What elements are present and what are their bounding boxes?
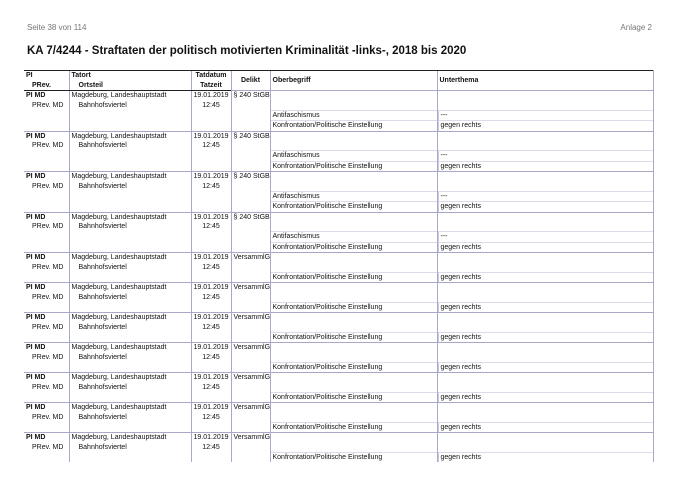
cell-prev: PRev. MD [32, 383, 64, 391]
cell-date: 19.01.2019 [191, 343, 231, 353]
cell-oberbegriff: Konfrontation/Politische Einstellung [270, 161, 437, 172]
cell-empty [437, 353, 653, 363]
theme-row [24, 110, 653, 121]
cell-tatort: Magdeburg, Landeshauptstadt [69, 433, 191, 443]
header-pi: PI [24, 71, 69, 81]
cell-empty [437, 443, 653, 453]
table-row [24, 433, 653, 443]
theme-row [24, 191, 653, 202]
cell-delikt: VersammlG [231, 313, 270, 323]
cell-oberbegriff: Konfrontation/Politische Einstellung [270, 422, 437, 433]
cell-ortsteil: Bahnhofsviertel [69, 443, 191, 453]
cell-prev: PRev. MD [32, 142, 64, 149]
cell-empty [270, 222, 437, 232]
table-row [24, 443, 653, 453]
table-row [24, 353, 653, 363]
cell-pi: PI MD [24, 403, 69, 413]
cell-pi: PI MD [24, 91, 69, 101]
cell-tatort: Magdeburg, Landeshauptstadt [69, 253, 191, 263]
cell-empty [270, 413, 437, 423]
cell-unterthema [437, 121, 653, 132]
cell-empty [437, 373, 653, 383]
cell-empty [437, 222, 653, 232]
cell-pi: PI MD [24, 212, 69, 222]
cell-oberbegriff: Antifaschismus [270, 151, 437, 162]
cell-time: 12:45 [191, 263, 231, 273]
cell-tatort: Magdeburg, Landeshauptstadt [69, 403, 191, 413]
cell-ortsteil: Bahnhofsviertel [69, 413, 191, 423]
cell-empty [437, 403, 653, 413]
cell-empty [270, 131, 437, 141]
cell-pi: PI MD [24, 433, 69, 443]
cell-ortsteil: Bahnhofsviertel [69, 353, 191, 363]
cell-unterthema-text: --- [438, 232, 651, 242]
cell-empty [231, 383, 270, 393]
cell-empty [270, 433, 437, 443]
cell-delikt: § 240 StGB [231, 131, 270, 141]
cell-prev: PRev. MD [32, 443, 64, 451]
cell-delikt: § 240 StGB [231, 172, 270, 182]
cell-time: 12:45 [191, 353, 231, 363]
cell-date: 19.01.2019 [191, 131, 231, 141]
cell-empty [437, 383, 653, 393]
cell-empty [437, 101, 653, 111]
cell-unterthema-text: gegen rechts [438, 333, 651, 343]
cell-empty [270, 253, 437, 263]
cell-unterthema [437, 272, 653, 283]
cell-empty [270, 91, 437, 101]
cell-unterthema [437, 161, 653, 172]
cell-oberbegriff: Konfrontation/Politische Einstellung [270, 302, 437, 313]
cell-pi: PI MD [24, 313, 69, 323]
table-row [24, 101, 653, 111]
cell-unterthema-text: gegen rechts [438, 121, 651, 131]
cell-empty [270, 283, 437, 293]
cell-empty [270, 443, 437, 453]
cell-unterthema-text: gegen rechts [438, 453, 651, 463]
cell-oberbegriff: Konfrontation/Politische Einstellung [270, 272, 437, 283]
annex-label: Anlage 2 [620, 23, 652, 32]
theme-row [24, 121, 653, 132]
cell-empty [437, 313, 653, 323]
record [24, 373, 653, 403]
theme-row [24, 452, 653, 462]
record [24, 131, 653, 172]
cell-prev: PRev. MD [32, 182, 64, 190]
theme-row [24, 232, 653, 243]
cell-time: 12:45 [191, 323, 231, 333]
cell-empty [231, 141, 270, 151]
cell-unterthema [437, 110, 653, 121]
cell-unterthema [437, 242, 653, 253]
cell-date: 19.01.2019 [191, 91, 231, 101]
cell-empty [231, 182, 270, 192]
cell-pi: PI MD [24, 253, 69, 263]
cell-unterthema [437, 362, 653, 373]
cell-oberbegriff: Konfrontation/Politische Einstellung [270, 452, 437, 462]
record [24, 283, 653, 313]
cell-date: 19.01.2019 [191, 212, 231, 222]
cell-time: 12:45 [191, 222, 231, 232]
cell-unterthema-text: gegen rechts [438, 202, 651, 212]
cell-unterthema [437, 422, 653, 433]
table-row [24, 283, 653, 293]
cell-empty [437, 413, 653, 423]
table-row [24, 383, 653, 393]
cell-empty [270, 383, 437, 393]
cell-unterthema [437, 191, 653, 202]
cell-ortsteil: Bahnhofsviertel [69, 293, 191, 303]
cell-empty [231, 353, 270, 363]
cell-prev: PRev. MD [32, 223, 64, 230]
cell-empty [270, 323, 437, 333]
cell-date: 19.01.2019 [191, 253, 231, 263]
cell-empty [231, 222, 270, 232]
record [24, 253, 653, 283]
theme-row [24, 362, 653, 373]
cell-empty [270, 403, 437, 413]
header-unterthema: Unterthema [437, 71, 653, 91]
cell-pi: PI MD [24, 131, 69, 141]
cell-ortsteil: Bahnhofsviertel [69, 263, 191, 273]
cell-empty [231, 413, 270, 423]
record [24, 212, 653, 253]
cell-date: 19.01.2019 [191, 283, 231, 293]
cell-delikt: § 240 StGB [231, 212, 270, 222]
cell-unterthema-text: gegen rechts [438, 423, 651, 433]
cell-prev: PRev. MD [32, 101, 64, 109]
cell-pi: PI MD [24, 172, 69, 182]
cell-empty [437, 141, 653, 151]
table-row [24, 263, 653, 273]
cell-empty [270, 212, 437, 222]
cell-oberbegriff: Konfrontation/Politische Einstellung [270, 121, 437, 132]
record [24, 172, 653, 213]
cell-empty [270, 172, 437, 182]
cell-empty [231, 323, 270, 333]
cell-date: 19.01.2019 [191, 403, 231, 413]
cell-unterthema [437, 332, 653, 343]
table-row [24, 403, 653, 413]
cell-empty [270, 343, 437, 353]
header-delikt: Delikt [231, 71, 270, 91]
cell-empty [270, 263, 437, 273]
theme-row [24, 151, 653, 162]
cell-empty [270, 293, 437, 303]
header-ortsteil: Ortsteil [69, 81, 191, 91]
cell-empty [231, 293, 270, 303]
cell-oberbegriff: Antifaschismus [270, 191, 437, 202]
cell-delikt: VersammlG [231, 283, 270, 293]
cell-empty [437, 323, 653, 333]
theme-row [24, 161, 653, 172]
cell-empty [437, 253, 653, 263]
theme-row [24, 202, 653, 213]
theme-row [24, 272, 653, 283]
cell-tatort: Magdeburg, Landeshauptstadt [69, 91, 191, 101]
cell-unterthema-text: gegen rechts [438, 393, 651, 403]
cell-empty [437, 182, 653, 192]
record [24, 343, 653, 373]
cell-unterthema [437, 452, 653, 462]
cell-time: 12:45 [191, 101, 231, 111]
cell-empty [270, 373, 437, 383]
cell-empty [270, 353, 437, 363]
cell-empty [437, 343, 653, 353]
cell-empty [231, 263, 270, 273]
cell-date: 19.01.2019 [191, 433, 231, 443]
cell-unterthema-text: --- [438, 151, 651, 161]
table-row [24, 293, 653, 303]
theme-row [24, 242, 653, 253]
table-row [24, 222, 653, 232]
cell-delikt: VersammlG [231, 433, 270, 443]
cell-ortsteil: Bahnhofsviertel [69, 323, 191, 333]
table-row [24, 323, 653, 333]
header-tatdatum: Tatdatum [191, 71, 231, 81]
page-number: Seite 38 von 114 [27, 23, 87, 32]
cell-empty [437, 172, 653, 182]
cell-delikt: § 240 StGB [231, 91, 270, 101]
cell-tatort: Magdeburg, Landeshauptstadt [69, 283, 191, 293]
cell-date: 19.01.2019 [191, 172, 231, 182]
cell-oberbegriff: Konfrontation/Politische Einstellung [270, 202, 437, 213]
record [24, 313, 653, 343]
cell-empty [231, 101, 270, 111]
cell-delikt: VersammlG [231, 403, 270, 413]
cell-prev: PRev. MD [32, 323, 64, 331]
cell-pi: PI MD [24, 373, 69, 383]
cell-empty [231, 443, 270, 453]
theme-row [24, 392, 653, 403]
theme-row [24, 422, 653, 433]
cell-empty [437, 283, 653, 293]
cell-oberbegriff: Antifaschismus [270, 110, 437, 121]
cell-unterthema-text: gegen rechts [438, 273, 651, 283]
table-row [24, 343, 653, 353]
cell-tatort: Magdeburg, Landeshauptstadt [69, 131, 191, 141]
cell-oberbegriff: Konfrontation/Politische Einstellung [270, 332, 437, 343]
cell-ortsteil: Bahnhofsviertel [69, 141, 191, 151]
table-row [24, 182, 653, 192]
theme-row [24, 302, 653, 313]
header-oberbegriff: Oberbegriff [270, 71, 437, 91]
cell-empty [437, 293, 653, 303]
cell-pi: PI MD [24, 283, 69, 293]
cell-delikt: VersammlG [231, 343, 270, 353]
cell-oberbegriff: Konfrontation/Politische Einstellung [270, 362, 437, 373]
header-tatort: Tatort [69, 71, 191, 81]
cell-empty [437, 263, 653, 273]
header-prev: PRev. [24, 81, 69, 91]
cell-time: 12:45 [191, 141, 231, 151]
cell-prev: PRev. MD [32, 353, 64, 361]
cell-ortsteil: Bahnhofsviertel [69, 222, 191, 232]
record [24, 433, 653, 463]
cell-prev: PRev. MD [32, 263, 64, 271]
cell-empty [270, 141, 437, 151]
cell-unterthema-text: --- [438, 111, 651, 121]
cell-empty [270, 101, 437, 111]
cell-unterthema [437, 302, 653, 313]
cell-empty [437, 131, 653, 141]
cell-unterthema-text: gegen rechts [438, 243, 651, 253]
cell-unterthema-text: gegen rechts [438, 162, 651, 172]
crime-table [24, 70, 654, 462]
cell-time: 12:45 [191, 413, 231, 423]
table-row [24, 91, 653, 101]
cell-tatort: Magdeburg, Landeshauptstadt [69, 212, 191, 222]
cell-ortsteil: Bahnhofsviertel [69, 182, 191, 192]
cell-oberbegriff: Konfrontation/Politische Einstellung [270, 242, 437, 253]
cell-time: 12:45 [191, 182, 231, 192]
cell-prev: PRev. MD [32, 413, 64, 421]
cell-tatort: Magdeburg, Landeshauptstadt [69, 172, 191, 182]
theme-row [24, 332, 653, 343]
cell-unterthema [437, 232, 653, 243]
cell-empty [270, 182, 437, 192]
cell-pi: PI MD [24, 343, 69, 353]
table-row [24, 212, 653, 222]
cell-ortsteil: Bahnhofsviertel [69, 101, 191, 111]
table-row [24, 413, 653, 423]
record [24, 403, 653, 433]
cell-date: 19.01.2019 [191, 373, 231, 383]
record [24, 91, 653, 132]
document-title: KA 7/4244 - Straftaten der politisch motivierten Kriminalität -links-, 2018 bis 2020 [27, 45, 467, 57]
cell-empty [437, 433, 653, 443]
cell-date: 19.01.2019 [191, 313, 231, 323]
table-row [24, 313, 653, 323]
cell-delikt: VersammlG [231, 373, 270, 383]
table-row [24, 141, 653, 151]
cell-tatort: Magdeburg, Landeshauptstadt [69, 313, 191, 323]
cell-time: 12:45 [191, 293, 231, 303]
cell-empty [437, 212, 653, 222]
table-row [24, 131, 653, 141]
cell-delikt: VersammlG [231, 253, 270, 263]
header-tatzeit: Tatzeit [191, 81, 231, 91]
cell-unterthema-text: --- [438, 192, 651, 202]
cell-unterthema [437, 151, 653, 162]
cell-oberbegriff: Konfrontation/Politische Einstellung [270, 392, 437, 403]
table-row [24, 373, 653, 383]
table-row [24, 253, 653, 263]
cell-time: 12:45 [191, 443, 231, 453]
table-row [24, 172, 653, 182]
cell-ortsteil: Bahnhofsviertel [69, 383, 191, 393]
cell-unterthema-text: gegen rechts [438, 303, 651, 313]
cell-unterthema [437, 392, 653, 403]
cell-unterthema [437, 202, 653, 213]
cell-tatort: Magdeburg, Landeshauptstadt [69, 373, 191, 383]
cell-time: 12:45 [191, 383, 231, 393]
cell-prev: PRev. MD [32, 293, 64, 301]
cell-empty [437, 91, 653, 101]
cell-oberbegriff: Antifaschismus [270, 232, 437, 243]
cell-unterthema-text: gegen rechts [438, 363, 651, 373]
cell-empty [270, 313, 437, 323]
cell-tatort: Magdeburg, Landeshauptstadt [69, 343, 191, 353]
